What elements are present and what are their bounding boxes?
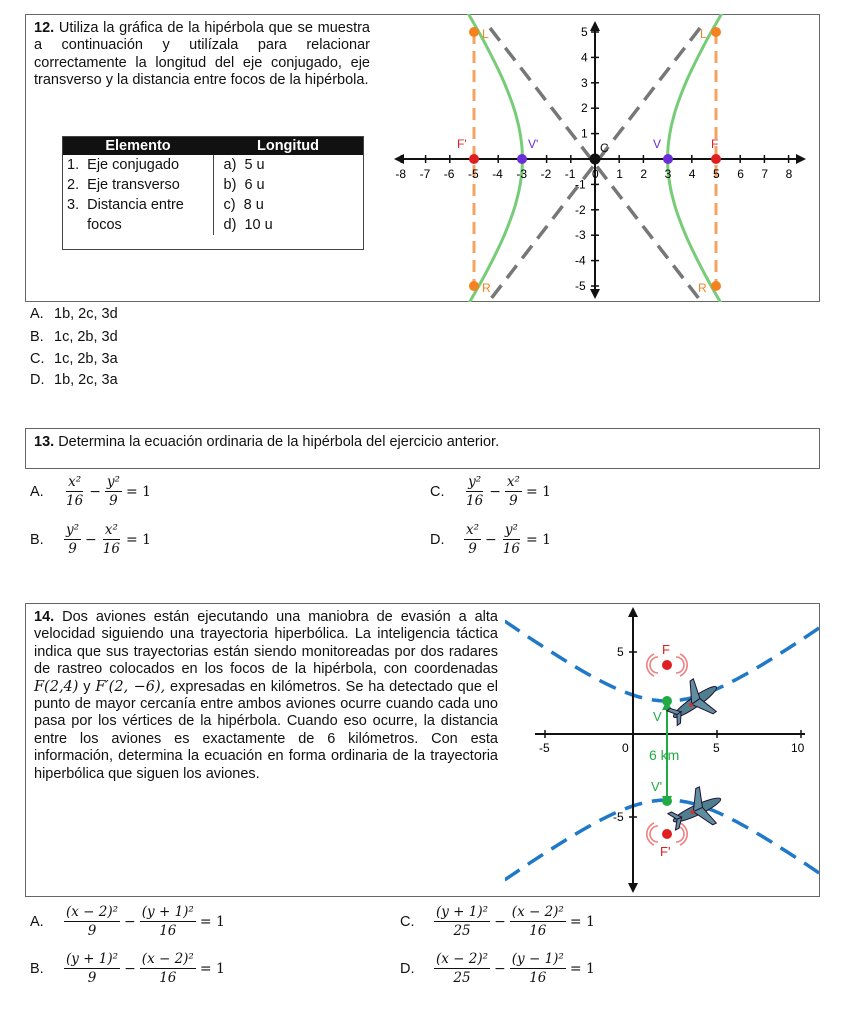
table-cell: c) 8 u <box>223 197 264 213</box>
eq-num: x² <box>68 474 82 490</box>
q12-option-c[interactable] <box>30 351 118 367</box>
equation <box>64 522 151 557</box>
tick-label-y: -2 <box>575 202 586 217</box>
tick-label-y: 4 <box>581 50 588 65</box>
eq-minus: − <box>485 531 497 548</box>
eq-num: x² <box>104 522 118 538</box>
table-row <box>63 175 363 195</box>
equation <box>64 951 225 986</box>
eq-equals: = 1 <box>569 960 595 977</box>
y-axis-arrow-down <box>628 883 638 893</box>
tick-label-x: -7 <box>419 167 431 181</box>
table-cell: b) 6 u <box>223 177 265 193</box>
option-letter: A. <box>30 913 44 930</box>
tick-label-x: 2 <box>640 167 648 181</box>
eq-minus: − <box>85 531 97 548</box>
tick-label-x: -4 <box>492 167 503 181</box>
label-C: C <box>600 141 609 155</box>
label-V: V <box>653 709 662 724</box>
tick-label-y: 3 <box>581 75 588 90</box>
q12-option-a[interactable] <box>30 306 118 322</box>
option-text: 1b, 2c, 3d <box>54 306 118 322</box>
eq-den: 9 <box>87 923 97 939</box>
tick-label-y: 5 <box>581 25 588 39</box>
tick-label-x: 5 <box>713 167 720 181</box>
airplane-icon-bottom <box>663 781 729 840</box>
option-letter: A. <box>30 306 44 322</box>
eq-num: (y − 1)² <box>511 951 564 967</box>
option-letter: B. <box>30 329 44 345</box>
option-letter: B. <box>30 960 44 977</box>
vertex-right-point <box>663 154 673 164</box>
table-cell: 1. Eje conjugado <box>63 155 213 175</box>
equation <box>464 522 551 557</box>
option-letter: D. <box>30 372 45 388</box>
option-letter: C. <box>30 351 45 367</box>
q13-option-d[interactable] <box>430 522 551 557</box>
eq-den: 16 <box>159 923 177 939</box>
option-letter: B. <box>30 531 44 548</box>
table-row <box>63 155 363 175</box>
eq-den: 16 <box>159 970 177 986</box>
eq-den: 16 <box>102 541 120 557</box>
x-axis-arrow-left <box>394 154 404 164</box>
eq-equals: = 1 <box>525 531 552 548</box>
q14-statement <box>34 609 498 783</box>
tick-label-x: -3 <box>516 167 528 181</box>
eq-equals: = 1 <box>125 531 152 548</box>
q13-option-a[interactable] <box>30 474 151 509</box>
equation <box>64 474 151 509</box>
q12-table <box>63 137 363 235</box>
q14-option-a[interactable] <box>30 904 225 939</box>
q14-focus-prime-coord: F′(2, −6), <box>95 678 166 695</box>
tick-label-x: -8 <box>395 167 407 181</box>
eq-den: 16 <box>66 493 84 509</box>
label-R-left: R <box>482 281 491 295</box>
eq-den: 25 <box>453 970 471 986</box>
tick-label-x: 4 <box>688 167 696 181</box>
eq-equals: = 1 <box>199 913 225 930</box>
equation <box>434 904 595 939</box>
label-V-left: V' <box>528 137 539 151</box>
eq-equals: = 1 <box>125 483 152 500</box>
tick-label-y: -1 <box>575 177 586 192</box>
eq-den: 9 <box>509 493 518 509</box>
q12-option-b[interactable] <box>30 329 118 345</box>
tick-label-x: 10 <box>791 741 805 755</box>
eq-equals: = 1 <box>569 913 595 930</box>
focus-right-point <box>711 154 721 164</box>
label-R-right: R <box>698 281 707 295</box>
table-row <box>63 195 363 215</box>
tick-label-x: 6 <box>737 167 744 181</box>
q12-table-wrap <box>62 136 364 250</box>
focus-point-bottom <box>662 829 672 839</box>
eq-equals: = 1 <box>525 483 552 500</box>
eq-num: y² <box>106 474 120 490</box>
latus-endpoint-L-left <box>469 27 479 37</box>
eq-num: (y + 1)² <box>436 904 489 920</box>
table-header-length: Longitud <box>213 137 363 155</box>
label-V-prime: V' <box>651 779 663 794</box>
label-F-right: F <box>711 137 719 151</box>
q12-number: 12. <box>34 20 55 36</box>
tick-label-x: 8 <box>785 167 793 181</box>
tick-label-x: -5 <box>539 741 550 755</box>
option-text: 1b, 2c, 3a <box>54 372 118 388</box>
eq-den: 16 <box>529 970 547 986</box>
label-L-right: L <box>700 27 707 41</box>
option-letter: A. <box>30 483 44 500</box>
latus-endpoint-R-right <box>711 281 721 291</box>
label-F-prime: F' <box>660 844 671 859</box>
q14-option-d[interactable] <box>400 951 595 986</box>
eq-num: (y + 1)² <box>141 904 194 920</box>
tick-label-x: 1 <box>616 167 623 181</box>
tick-label-x: 7 <box>761 167 769 181</box>
q14-text-part1: Dos aviones están ejecutando una maniobra de evasión a alta velocidad siguiendo una trayectoria hiperbólica. La inteligencia táctica indica que sus trayectorias están siendo monitoreadas por dos radares de rastreo colocados en los focos de la hipérbola, con coordenadas <box>34 609 498 678</box>
eq-minus: − <box>494 960 506 977</box>
table-cell: 3. Distancia entre <box>63 195 213 215</box>
q12-statement <box>34 20 370 90</box>
y-axis-arrow-up <box>590 21 600 31</box>
table-cell: d) 10 u <box>223 217 273 233</box>
focus-point-top <box>662 660 672 670</box>
q13-statement <box>34 434 804 451</box>
eq-minus: − <box>494 913 506 930</box>
option-letter: D. <box>430 531 445 548</box>
option-text: 1c, 2b, 3d <box>54 329 118 345</box>
eq-num: x² <box>466 522 480 538</box>
tick-label-x: -1 <box>564 167 576 181</box>
q14-text-y: y <box>78 678 96 695</box>
tick-label-y: -3 <box>575 228 586 243</box>
option-letter: D. <box>400 960 415 977</box>
center-point <box>590 154 601 165</box>
tick-label-y: -4 <box>575 253 586 268</box>
eq-minus: − <box>124 960 136 977</box>
equation <box>434 951 595 986</box>
table-cell: focos <box>63 215 213 235</box>
q14-number: 14. <box>34 609 55 625</box>
tick-label-x: 0 <box>592 167 599 181</box>
q14-option-c[interactable] <box>400 904 595 939</box>
eq-equals: = 1 <box>199 960 225 977</box>
label-L-left: L <box>482 27 489 41</box>
eq-den: 16 <box>529 923 547 939</box>
label-F-left: F' <box>457 137 467 151</box>
tick-label-x: -6 <box>443 167 455 181</box>
equation <box>64 904 225 939</box>
table-header-element: Elemento <box>63 137 213 155</box>
eq-num: (x − 2)² <box>436 951 489 967</box>
tick-label-y: 2 <box>581 101 588 116</box>
eq-num: y² <box>66 522 80 538</box>
eq-den: 16 <box>466 493 484 509</box>
eq-den: 9 <box>109 493 118 509</box>
table-cell: a) 5 u <box>223 157 265 173</box>
eq-minus: − <box>124 913 136 930</box>
q13-option-b[interactable] <box>30 522 151 557</box>
latus-endpoint-L-right <box>711 27 721 37</box>
q12-option-d[interactable] <box>30 372 118 388</box>
eq-num: y² <box>468 474 482 490</box>
q14-hyperbola-graph <box>505 604 819 896</box>
tick-label-y: -5 <box>613 810 624 824</box>
y-axis-arrow-up <box>628 607 638 617</box>
tick-label-x: 5 <box>713 741 720 755</box>
tick-label-y: 5 <box>617 645 624 659</box>
eq-num: (x − 2)² <box>141 951 194 967</box>
tick-label-x: 3 <box>664 167 672 181</box>
tick-label-y: -5 <box>575 279 586 293</box>
tick-label-x: -5 <box>468 167 479 181</box>
option-letter: C. <box>400 913 415 930</box>
eq-num: (y + 1)² <box>66 951 119 967</box>
eq-den: 9 <box>68 541 77 557</box>
table-cell: 2. Eje transverso <box>63 175 213 195</box>
distance-label: 6 km <box>649 747 680 763</box>
eq-den: 9 <box>468 541 477 557</box>
x-axis-arrow-right <box>796 154 806 164</box>
q13-number: 13. <box>34 434 55 450</box>
option-letter: C. <box>430 483 445 500</box>
label-V-right: V <box>653 137 662 151</box>
eq-num: y² <box>504 522 518 538</box>
focus-left-point <box>469 154 479 164</box>
eq-minus: − <box>89 483 101 500</box>
eq-num: x² <box>506 474 520 490</box>
vertex-point-top <box>662 696 672 706</box>
vertex-point-bottom <box>662 796 672 806</box>
vertex-left-point <box>517 154 527 164</box>
y-axis-arrow-down <box>590 289 600 299</box>
q14-text-part2: expresadas en kilómetros. Se ha detectado que el punto de mayor cercanía entre ambos aviones ocurre cuando cada uno pasa por los vértices de la hipérbola. Cuando eso ocurre, la distancia entre los aviones es exactamente de 6 kilómetros. Con esta información, determina la ecuación en forma ordinaria de la trayectoria hiperbólica que siguen los aviones. <box>34 678 498 782</box>
q13-text: Determina la ecuación ordinaria de la hipérbola del ejercicio anterior. <box>58 434 500 450</box>
eq-den: 16 <box>502 541 520 557</box>
equation <box>464 474 551 509</box>
tick-label-x: 0 <box>622 741 629 755</box>
q14-option-b[interactable] <box>30 951 225 986</box>
tick-label-y: 1 <box>581 126 588 141</box>
q12-hyperbola-graph <box>385 14 820 302</box>
q14-focus-coord: F(2,4) <box>34 678 79 695</box>
eq-den: 9 <box>87 970 97 986</box>
option-text: 1c, 2b, 3a <box>54 351 118 367</box>
q12-text: Utiliza la gráfica de la hipérbola que se muestra a continuación y utilízala para relacionar correctamente la longitud del eje conjugado, eje transverso y la distancia entre focos de la hipérbola. <box>34 20 370 89</box>
table-row <box>63 215 363 235</box>
eq-num: (x − 2)² <box>511 904 564 920</box>
tick-label-x: -2 <box>540 167 552 181</box>
eq-num: (x − 2)² <box>66 904 119 920</box>
q13-option-c[interactable] <box>430 474 551 509</box>
eq-den: 25 <box>453 923 471 939</box>
eq-minus: − <box>489 483 501 500</box>
latus-endpoint-R-left <box>469 281 479 291</box>
label-F: F <box>662 642 670 657</box>
